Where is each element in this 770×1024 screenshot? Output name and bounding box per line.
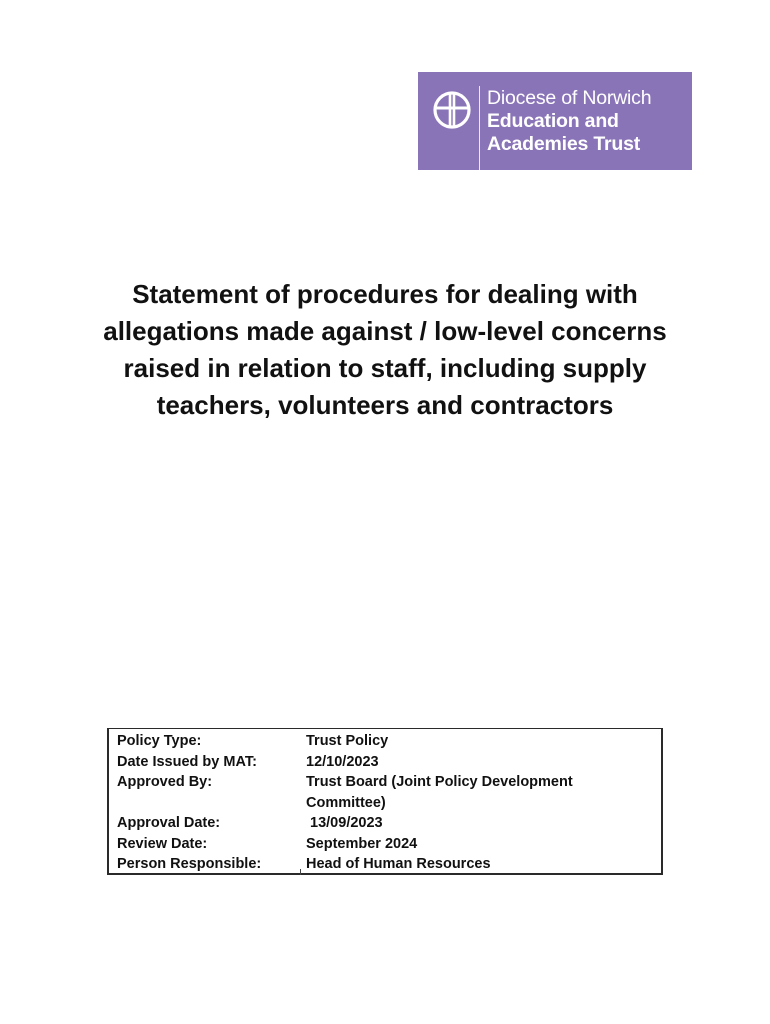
logo-divider xyxy=(479,86,480,170)
policy-info-table xyxy=(107,728,663,875)
policy-type-label: Policy Type: xyxy=(117,733,202,749)
person-responsible-label: Person Responsible: xyxy=(117,856,262,872)
person-responsible-value: Head of Human Resources xyxy=(306,856,491,872)
cross-circle-icon xyxy=(430,88,474,132)
approved-by-label: Approved By: xyxy=(117,774,213,790)
title-line-4: teachers, volunteers and contractors xyxy=(156,390,614,420)
trust-logo xyxy=(418,72,692,170)
logo-line-1: Diocese of Norwich xyxy=(487,87,652,109)
logo-text xyxy=(487,87,651,156)
date-issued-value: 12/10/2023 xyxy=(306,753,379,770)
column-divider xyxy=(300,869,301,875)
policy-type-value: Trust Policy xyxy=(306,733,389,749)
review-date-value: September 2024 xyxy=(306,835,418,852)
date-issued-label: Date Issued by MAT: xyxy=(117,753,257,770)
logo-line-2: Education and xyxy=(487,110,619,132)
approval-date-value: 13/09/2023 xyxy=(306,815,383,831)
title-line-3: raised in relation to staff, including supply xyxy=(123,353,647,383)
approval-date-label: Approval Date: xyxy=(117,815,221,831)
title-line-2: allegations made against / low-level concerns xyxy=(103,316,667,346)
logo-line-3: Academies Trust xyxy=(487,133,641,155)
document-title xyxy=(60,276,710,424)
title-line-1: Statement of procedures for dealing with xyxy=(132,279,638,309)
review-date-label: Review Date: xyxy=(117,835,208,852)
approved-by-value: Trust Board (Joint Policy Development Committee) xyxy=(306,774,573,811)
